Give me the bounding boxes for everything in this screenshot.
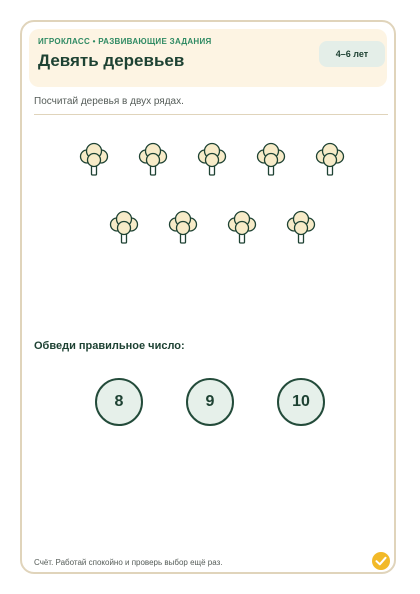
answer-option-10[interactable]: 10 (277, 378, 325, 426)
tree-icon (107, 210, 141, 246)
tree-icon (77, 142, 111, 178)
task-instruction: Посчитай деревья в двух рядах. (34, 96, 184, 107)
worksheet-title: Девять деревьев (38, 51, 185, 70)
worksheet-card (20, 20, 396, 574)
tree-icon (225, 210, 259, 246)
answer-option-8[interactable]: 8 (95, 378, 143, 426)
tree-icon (284, 210, 318, 246)
tree-icon (254, 142, 288, 178)
footer-note: Счёт. Работай спокойно и проверь выбор ещё раз. (34, 558, 223, 567)
tree-icon (313, 142, 347, 178)
answer-option-9[interactable]: 9 (186, 378, 234, 426)
tree-icon (136, 142, 170, 178)
checkmark-icon (372, 552, 390, 570)
age-badge: 4–6 лет (319, 41, 385, 67)
tree-icon (166, 210, 200, 246)
choose-number-label: Обведи правильное число: (34, 340, 185, 352)
tree-icon (195, 142, 229, 178)
worksheet-header (29, 29, 387, 87)
divider (34, 114, 388, 115)
brand-label: ИГРОКЛАСС • РАЗВИВАЮЩИЕ ЗАДАНИЯ (38, 37, 212, 46)
